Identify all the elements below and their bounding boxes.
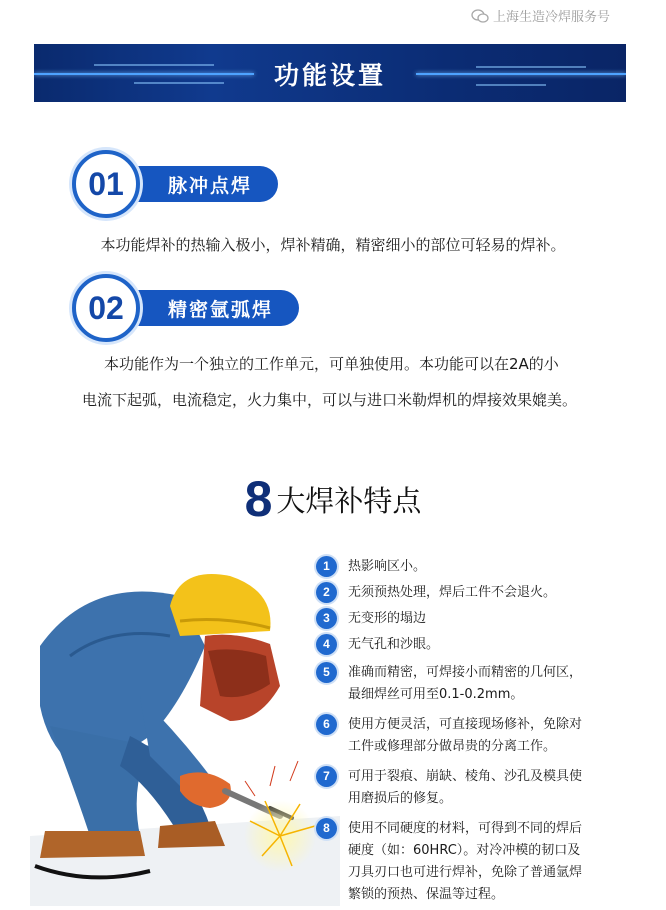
description-line: 本功能作为一个独立的工作单元，可单独使用。本功能可以在2A的小 [104, 355, 559, 373]
feature-line: 刀具刃口也可进行焊补，免除了普通氩焊 [348, 865, 583, 880]
function-number: 01 [72, 150, 140, 218]
feature-number: 8 [316, 818, 337, 839]
section-banner [34, 44, 626, 102]
features-heading [0, 470, 666, 528]
feature-number: 3 [316, 608, 337, 629]
feature-line: 最细焊丝可用至0.1-0.2mm。 [348, 687, 524, 702]
description-line: 本功能焊补的热输入极小，焊补精确，精密细小的部位可轻易的焊补。 [100, 236, 566, 254]
feature-line: 准确而精密，可焊接小而精密的几何区， [348, 665, 583, 680]
feature-item [316, 556, 616, 578]
feature-line: 使用不同硬度的材料，可得到不同的焊后 [348, 821, 583, 836]
function-number: 02 [72, 274, 140, 342]
feature-line: 工件或修理部分做昂贵的分离工作。 [348, 739, 557, 754]
wechat-icon [471, 9, 489, 23]
feature-number: 1 [316, 556, 337, 577]
watermark [471, 6, 610, 25]
feature-line: 无须预热处理，焊后工件不会退火。 [348, 585, 557, 600]
function-description-01 [0, 227, 666, 263]
feature-line: 使用方便灵活，可直接现场修补，免除对 [348, 717, 583, 732]
features-heading-number: 8 [244, 471, 273, 527]
description-line: 电流下起弧，电流稳定，火力集中，可以与进口米勒焊机的焊接效果媲美。 [82, 391, 578, 409]
feature-item [316, 582, 616, 604]
function-description-02 [82, 346, 642, 418]
feature-item [316, 818, 616, 906]
feature-item [316, 662, 616, 706]
function-badge-01 [72, 150, 278, 218]
feature-item [316, 766, 616, 810]
feature-number: 2 [316, 582, 337, 603]
feature-number: 6 [316, 714, 337, 735]
feature-number: 5 [316, 662, 337, 683]
features-heading-text: 大焊补特点 [276, 483, 422, 518]
feature-line: 硬度（如：60HRC）。对冷冲模的韧口及 [348, 843, 581, 858]
feature-line: 无气孔和沙眼。 [348, 637, 440, 652]
watermark-text: 上海生造冷焊服务号 [492, 10, 610, 25]
feature-line: 繁锁的预热、保温等过程。 [348, 887, 505, 902]
function-name: 脉冲点焊 [132, 166, 278, 202]
feature-item [316, 608, 616, 630]
welder-illustration [30, 536, 340, 906]
feature-item [316, 714, 616, 758]
function-name: 精密氩弧焊 [132, 290, 299, 326]
feature-number: 4 [316, 634, 337, 655]
feature-item [316, 634, 616, 656]
feature-line: 用磨损后的修复。 [348, 791, 453, 806]
feature-number: 7 [316, 766, 337, 787]
feature-line: 无变形的塌边 [348, 611, 427, 626]
function-badge-02 [72, 274, 299, 342]
feature-line: 热影响区小。 [348, 559, 427, 574]
features-list [316, 556, 616, 906]
banner-title: 功能设置 [273, 61, 386, 90]
feature-line: 可用于裂痕、崩缺、棱角、沙孔及模具使 [348, 769, 583, 784]
